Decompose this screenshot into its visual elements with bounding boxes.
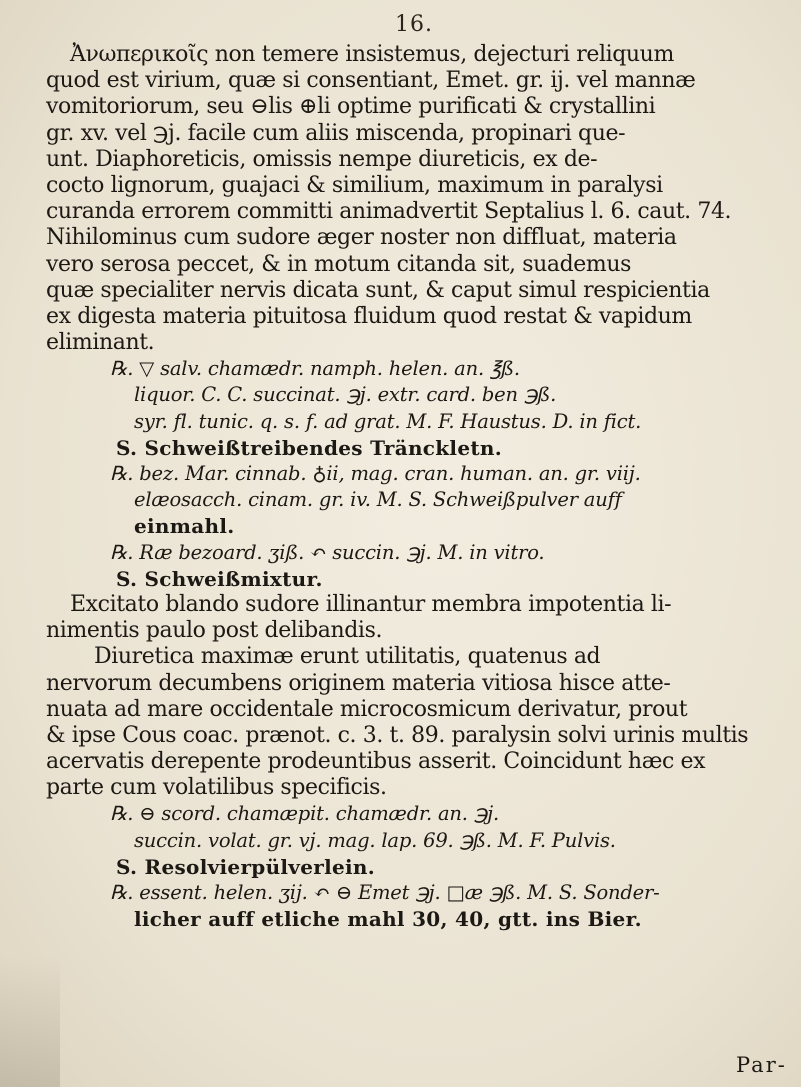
text-line: nervorum decumbens originem materia vitiosa hisce atte- bbox=[46, 670, 671, 696]
recipe-line: succin. volat. gr. vj. mag. lap. 69. ℈ß. M. F. Pulvis. bbox=[134, 828, 616, 852]
text-line: cocto lignorum, guajaci & similium, maximum in paralysi bbox=[46, 172, 663, 198]
text-line: & ipse Cous coac. prænot. c. 3. t. 89. paralysin solvi urinis multis bbox=[46, 722, 749, 748]
recipe-label: einmahl. bbox=[134, 514, 235, 539]
recipe-line: ℞. essent. helen. ʒij. ↶ ⊖ Emet ℈j. □æ ℈ß. M. S. Sonder- bbox=[110, 881, 660, 904]
text-line: ex digesta materia pituitosa fluidum quod restat & vapidum bbox=[46, 303, 692, 329]
text-line: acervatis derepente prodeuntibus asserit. Coincidunt hæc ex bbox=[46, 749, 706, 775]
text-line: Excitato blando sudore illinantur membra impotentia li- bbox=[70, 591, 672, 617]
page-text-block bbox=[46, 42, 786, 932]
page-number: 16. bbox=[395, 12, 433, 37]
text-line: Ἀνωπερικοῖς non temere insistemus, dejecturi reliquum bbox=[70, 42, 674, 67]
text-line: quæ specialiter nervis dicata sunt, & caput simul respicientia bbox=[46, 277, 710, 303]
text-line: parte cum volatilibus specificis. bbox=[46, 775, 387, 801]
recipe-label: S. Schweißmixtur. bbox=[116, 566, 323, 591]
recipe-line: ℞. ⊖ scord. chamæpit. chamædr. an. ℈j. bbox=[110, 802, 499, 826]
page-stain bbox=[0, 957, 60, 1087]
text-line: quod est virium, quæ si consentiant, Emet. gr. ij. vel mannæ bbox=[46, 68, 696, 94]
text-line: eliminant. bbox=[46, 330, 155, 356]
recipe-line: ℞. bez. Mar. cinnab. ♁ii, mag. cran. human. an. gr. viij. bbox=[110, 462, 641, 485]
recipe-line: elæosacch. cinam. gr. iv. M. S. Schweißpulver auff bbox=[134, 488, 622, 512]
recipe-line: ℞. ▽ salv. chamædr. namph. helen. an. ℥ß. bbox=[110, 357, 520, 381]
text-line: nimentis paulo post delibandis. bbox=[46, 618, 383, 644]
text-line: gr. xv. vel ℈j. facile cum aliis miscenda, propinari que- bbox=[46, 120, 626, 146]
text-line: vero serosa peccet, & in motum citanda sit, suademus bbox=[46, 251, 632, 277]
text-line: nuata ad mare occidentale microcosmicum derivatur, prout bbox=[46, 696, 688, 722]
recipe-line: liquor. C. C. succinat. ℈j. extr. card. ben ℈ß. bbox=[134, 383, 557, 407]
recipe-label: S. Schweißtreibendes Tränckletn. bbox=[116, 435, 502, 460]
recipe-label: S. Resolvierpülverlein. bbox=[116, 854, 376, 879]
text-line: unt. Diaphoreticis, omissis nempe diureticis, ex de- bbox=[46, 146, 598, 172]
text-line: Nihilominus cum sudore æger noster non diffluat, materia bbox=[46, 225, 677, 251]
text-line: Diuretica maximæ erunt utilitatis, quatenus ad bbox=[94, 644, 601, 670]
text-line: curanda errorem committi animadvertit Septalius l. 6. caut. 74. bbox=[46, 199, 732, 225]
recipe-label: licher auff etliche mahl 30, 40, gtt. ins Bier. bbox=[134, 907, 642, 932]
catchword: Par- bbox=[736, 1053, 787, 1077]
recipe-line: syr. fl. tunic. q. s. f. ad grat. M. F. Haustus. D. in fict. bbox=[134, 409, 642, 433]
text-line: vomitoriorum, seu ⊖lis ⊕li optime purificati & crystallini bbox=[46, 94, 656, 120]
recipe-line: ℞. Ræ bezoard. ʒiß. ↶ succin. ℈j. M. in vitro. bbox=[110, 540, 545, 564]
